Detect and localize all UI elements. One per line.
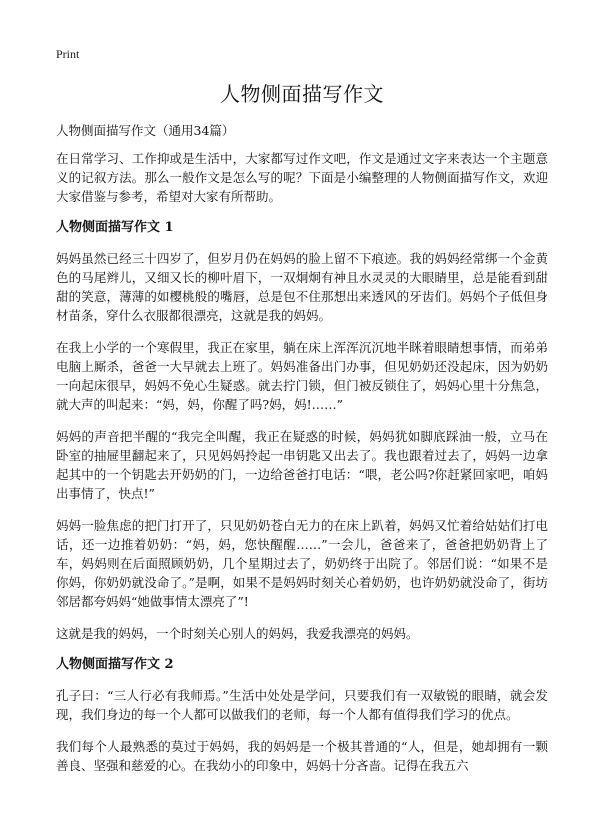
body-paragraph: 妈妈的声音把半醒的“我完全叫醒，我正在疑惑的时候，妈妈犹如脚底踩油一般，立马在卧室的抽屉里翻起来了，只见妈妈拎起一串钥匙又出去了。我也跟着过去了，妈妈一边拿起其中的一个钥匙去开奶奶的门，一边给爸爸打电话：“喂，老公吗?你赶紧回家吧，咱妈出事情了，快点!” [56, 429, 548, 501]
document-subtitle: 人物侧面描写作文（通用34篇） [56, 123, 235, 138]
body-paragraph: 妈妈一脸焦虑的把门打开了，只见奶奶苍白无力的在床上趴着，妈妈又忙着给姑姑们打电话，还一边推着奶奶：“妈，妈，您快醒醒……”一会儿，爸爸来了，爸爸把奶奶背上了车，妈妈则在后面照顾奶奶，几个星期过去了，奶奶终于出院了。邻居们说：“如果不是你妈，你奶奶就没命了。”是啊，如果不是妈妈时刻关心着奶奶，也许奶奶就没命了，街坊邻居都夸妈妈“她做事情太漂亮了”! [56, 518, 548, 609]
section-heading: 人物侧面描写作文 2 [56, 657, 174, 672]
body-paragraph: 妈妈虽然已经三十四岁了，但岁月仍在妈妈的脸上留不下痕迹。我的妈妈经常绑一个金黄色的马尾辫儿，又细又长的柳叶眉下，一双炯炯有神且水灵灵的大眼睛里，总是能看到甜甜的笑意，薄薄的如樱桃般的嘴唇，总是包不住那想出来透风的牙齿们。妈妈个子低但身材苗条，穿什么衣服都很漂亮，这就是我的妈妈。 [56, 251, 548, 323]
document-body [56, 149, 548, 788]
document-title: 人物侧面描写作文 [220, 82, 384, 106]
print-link[interactable]: Print [56, 47, 80, 61]
body-paragraph: 我们每个人最熟悉的莫过于妈妈，我的妈妈是一个极其普通的“人，但是，她却拥有一颗善良、坚强和慈爱的心。在我幼小的印象中，妈妈十分吝啬。记得在我五六 [56, 739, 548, 773]
body-paragraph: 在我上小学的一个寒假里，我正在家里，躺在床上浑浑沉沉地半眯着眼睛想事情，而弟弟电脑上厮杀，爸爸一大早就去上班了。妈妈准备出门办事，但见奶奶还没起床，因为奶奶一向起床很早，妈妈不免心生疑惑。就去拧门锁，但门被反锁住了，妈妈心里十分焦急，就大声的叫起来：“妈，妈，你醒了吗?妈，妈!……” [56, 340, 548, 412]
section-heading: 人物侧面描写作文 1 [56, 220, 174, 235]
body-paragraph: 这就是我的妈妈，一个时刻关心别人的妈妈，我爱我漂亮的妈妈。 [56, 626, 419, 641]
intro-paragraph: 在日常学习、工作抑或是生活中，大家都写过作文吧，作文是通过文字来表达一个主题意义的记叙方法。那么一般作文是怎么写的呢？下面是小编整理的人物侧面描写作文，欢迎大家借鉴与参考，希望对大家有所帮助。 [56, 151, 548, 204]
body-paragraph: 孔子曰：“三人行必有我师焉。”生活中处处是学问，只要我们有一双敏锐的眼睛，就会发现，我们身边的每一个人都可以做我们的老师，每一个人都有值得我们学习的优点。 [56, 688, 548, 722]
